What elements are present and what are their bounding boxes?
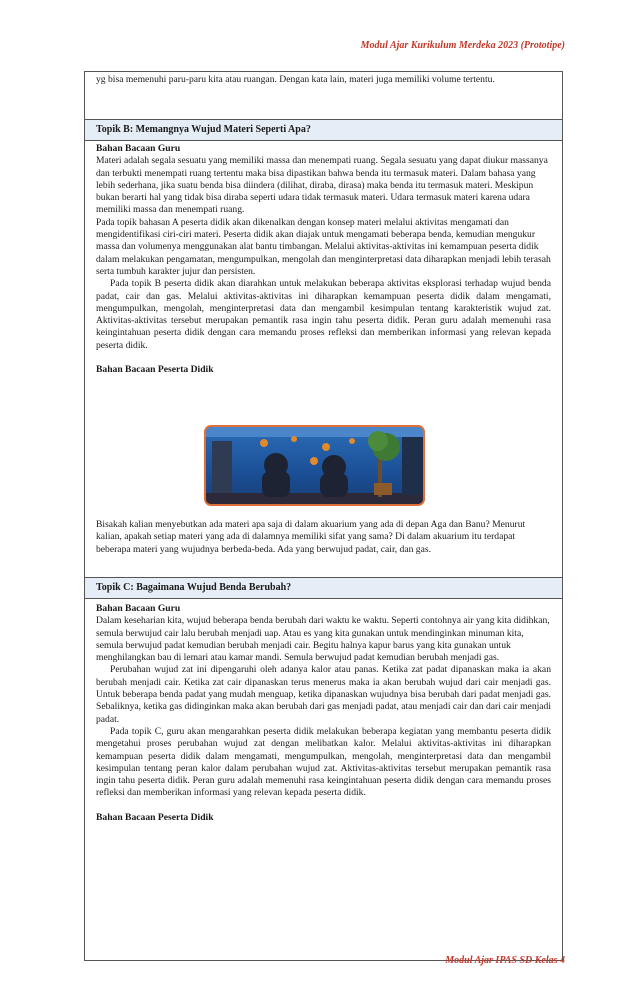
- topik-b-guru-p1: Materi adalah segala sesuatu yang memiliki massa dan menempati ruang. Segala sesuatu yang dapat diukur massanya dan terbukti menempati ruang tertentu maka bisa dipastikan bahwa benda itu termasuk materi. Dalam bahasa yang lebih sederhana, jika suatu benda bisa diindera (dilihat, diraba, dirasa) maka benda itu termasuk materi. Meskipun bukan berarti hal yang tidak bisa diraba seperti udara tidak termasuk materi. Udara termasuk materi karena udara memiliki massa dan menempati ruang.: [96, 155, 548, 216]
- topik-b-siswa-body: [85, 519, 562, 556]
- topik-b-title: Topik B: Memangnya Wujud Materi Seperti Apa?: [85, 119, 562, 141]
- topik-c-guru-p1: Dalam keseharian kita, wujud beberapa benda berubah dari waktu ke waktu. Seperti contohnya air yang kita didihkan, semula berwujud cair lalu berubah menjadi uap. Atau es yang kita gunakan untuk mendinginkan minuman kita, semula berwujud padat kemudian berubah menjadi cair. Begitu halnya kapur barus yang kita gunakan untuk menghilangkan bau di lemari atau kamar mandi. Semula berwujud padat kemudian berubah menjadi gas.: [96, 615, 550, 664]
- topik-b-guru-p3: Pada topik B peserta didik akan diarahkan untuk melakukan beberapa aktivitas eksplorasi terhadap wujud benda padat, cair dan gas. Melalui aktivitas-aktivitas ini diharapkan kemampuan peserta didik dalam mengamati, mengumpulkan, mengolah, menginterpretasi data dan mengambil kesimpulan tentang karakteristik wujud zat. Aktivitas-aktivitas tersebut merupakan pemantik rasa ingin tahu peserta didik. Peran guru adalah memenuhi rasa keingintahuan peserta didik dengan cara memandu proses refleksi dan memberikan informasi yang relevan kepada peserta didik.: [96, 278, 551, 351]
- topik-b-guru-p2: Pada topik bahasan A peserta didik akan dikenalkan dengan konsep materi melalui aktivitas mengamati dan mengidentifikasi ciri-ciri materi. Peserta didik akan diajak untuk mengamati beberapa benda, kemudian mengukur massa dan volumenya menggunakan alat bantu timbangan. Melalui aktivitas-aktivitas ini kemampuan peserta didik dalam melakukan pengamatan, mengumpulkan, mengolah dan menginterpretasi data diharapkan menjadi lebih terasah serta tumbuh karakter jujur dan persisten.: [96, 216, 551, 277]
- content-table: [84, 71, 563, 961]
- topik-c-body: [85, 603, 562, 824]
- topik-c-guru-p2: Perubahan wujud zat ini dipengaruhi oleh adanya kalor atau panas. Ketika zat padat dipanaskan maka ia akan berubah menjadi cair. Ketika zat cair dipanaskan terus menerus maka ia akan berubah wujud dari cair menjadi gas. Untuk beberapa benda padat yang mudah menguap, ketika dipanaskan wujudnya bisa berubah dari padat menjadi gas. Sebaliknya, ketika gas didinginkan maka akan berubah dari gas menjadi padat, atau menjadi cair dan dari cair menjadi padat.: [96, 664, 551, 725]
- page-footer: Modul Ajar IPAS SD Kelas 4: [445, 955, 565, 966]
- topik-c-guru-p3: Pada topik C, guru akan mengarahkan peserta didik melakukan beberapa kegiatan yang membantu peserta didik mengetahui proses perubahan wujud zat dengan melibatkan kalor. Melalui aktivitas-aktivitas ini diharapkan kemampuan peserta didik dalam mengamati, mengumpulkan, mengolah, menginterpretasi data dan mengambil kesimpulan tentang peran kalor dalam perubahan wujud zat. Aktivitas-aktivitas tersebut merupakan pemantik rasa ingin tahu peserta didik. Peran guru adalah memenuhi rasa keingintahuan peserta didik dengan cara memandu proses refleksi dan memberikan informasi yang relevan kepada peserta didik.: [96, 725, 551, 799]
- topik-b-body: [85, 143, 562, 376]
- intro-text: yg bisa memenuhi paru-paru kita atau ruangan. Dengan kata lain, materi juga memiliki volume tertentu.: [96, 74, 495, 85]
- intro-section: [85, 74, 562, 86]
- topik-b-siswa-p1: Bisakah kalian menyebutkan ada materi apa saja di dalam akuarium yang ada di depan Aga dan Banu? Menurut kalian, apakah setiap materi yang ada di dalamnya memiliki sifat yang sama? Di dalam akuarium itu terdapat beberapa materi yang wujudnya berbeda-beda. Ada yang berwujud padat, cair, dan gas.: [96, 519, 526, 555]
- aquarium-scene-image: [206, 427, 423, 504]
- topik-c-siswa-heading: Bahan Bacaan Peserta Didik: [96, 811, 214, 823]
- topik-b-siswa-heading: Bahan Bacaan Peserta Didik: [96, 364, 214, 376]
- page-header: Modul Ajar Kurikulum Merdeka 2023 (Prototipe): [360, 40, 565, 51]
- topik-b-guru-heading: Bahan Bacaan Guru: [96, 143, 181, 154]
- topik-c-title: Topik C: Bagaimana Wujud Benda Berubah?: [85, 577, 562, 599]
- topik-c-guru-heading: Bahan Bacaan Guru: [96, 603, 181, 614]
- aquarium-illustration: [204, 425, 425, 506]
